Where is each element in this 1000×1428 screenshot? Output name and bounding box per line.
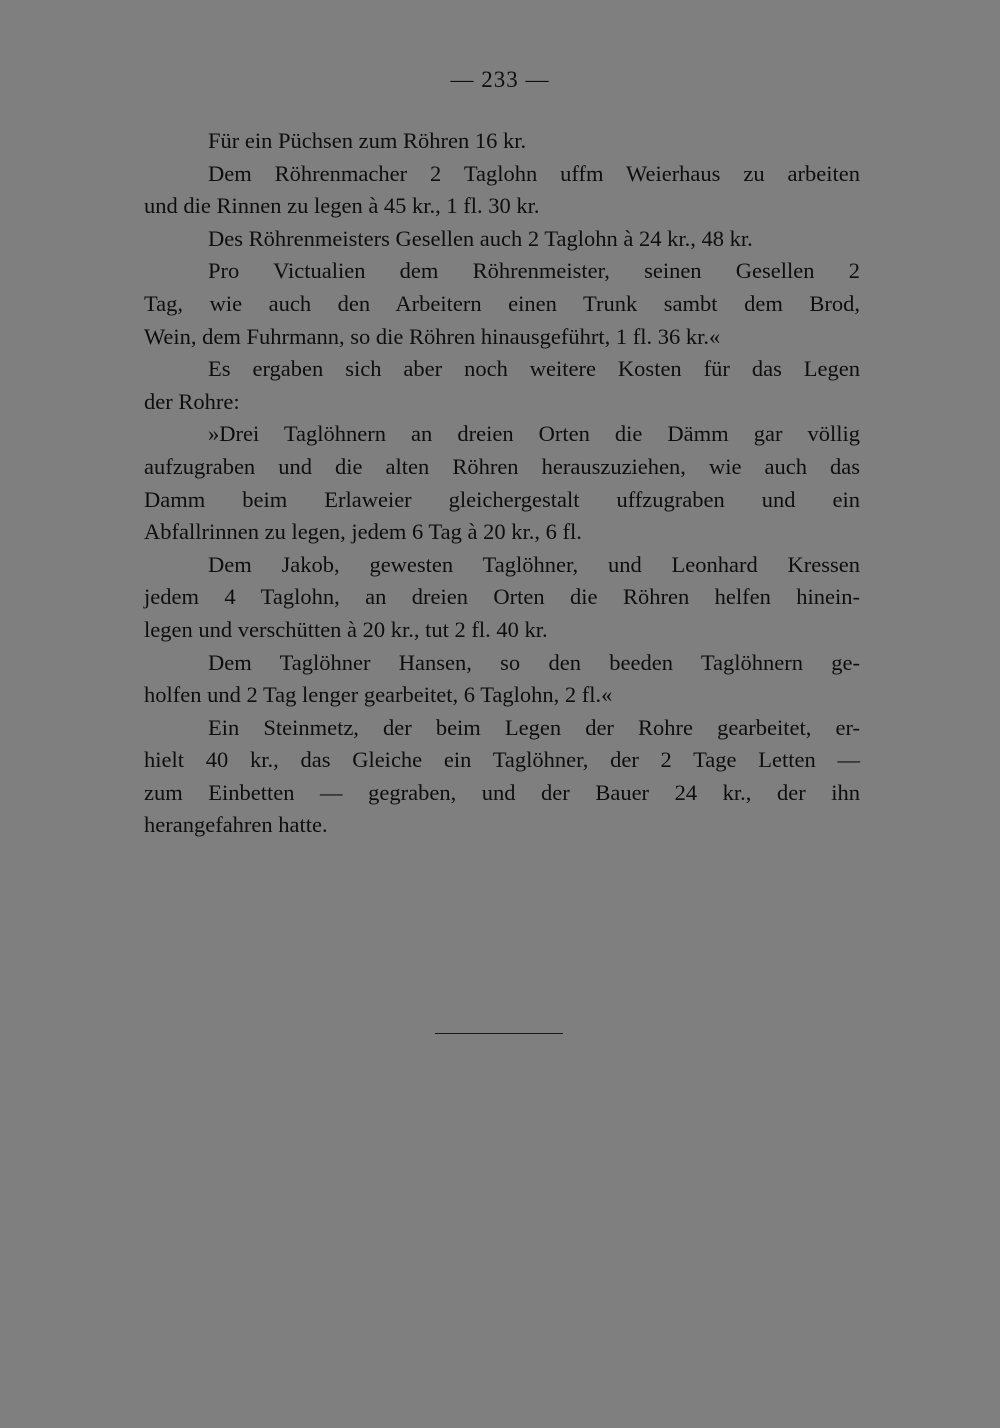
- text-line: Pro Victualien dem Röhrenmeister, seinen Gesellen 2: [208, 258, 860, 284]
- page-number: — 233 —: [450, 67, 550, 92]
- text-line: Dem Taglöhner Hansen, so den beeden Taglöhnern ge-: [208, 649, 860, 675]
- text-line: »Drei Taglöhnern an dreien Orten die Dämm gar völlig: [208, 421, 860, 447]
- text-line: aufzugraben und die alten Röhren herauszuziehen, wie auch das: [144, 453, 860, 479]
- text-line: Für ein Püchsen zum Röhren 16 kr.: [208, 128, 527, 153]
- text-line: Tag, wie auch den Arbeitern einen Trunk sambt dem Brod,: [144, 290, 860, 316]
- text-line: Damm beim Erlaweier gleichergestalt uffzugraben und ein: [144, 486, 860, 512]
- text-line: jedem 4 Taglohn, an dreien Orten die Röhren helfen hinein-: [144, 584, 860, 610]
- text-line: legen und verschütten à 20 kr., tut 2 fl. 40 kr.: [144, 616, 548, 642]
- text-line: und die Rinnen zu legen à 45 kr., 1 fl. 30 kr.: [144, 193, 540, 219]
- end-rule: [435, 1033, 563, 1034]
- text-line: Dem Jakob, gewesten Taglöhner, und Leonhard Kressen: [208, 551, 860, 577]
- text-line: Ein Steinmetz, der beim Legen der Rohre gearbeitet, er-: [208, 714, 860, 740]
- text-line: Dem Röhrenmacher 2 Taglohn uffm Weierhaus zu arbeiten: [208, 160, 860, 186]
- text-line: zum Einbetten — gegraben, und der Bauer 24 kr., der ihn: [144, 779, 860, 805]
- text-line: Es ergaben sich aber noch weitere Kosten für das Legen: [208, 356, 860, 382]
- body-text: [144, 125, 860, 842]
- text-line: Abfallrinnen zu legen, jedem 6 Tag à 20 kr., 6 fl.: [144, 519, 582, 545]
- text-line: Des Röhrenmeisters Gesellen auch 2 Taglohn à 24 kr., 48 kr.: [208, 225, 753, 251]
- text-line: der Rohre:: [144, 388, 240, 414]
- text-line: hielt 40 kr., das Gleiche ein Taglöhner, der 2 Tage Letten —: [144, 747, 860, 773]
- text-line: herangefahren hatte.: [144, 812, 328, 838]
- text-line: holfen und 2 Tag lenger gearbeitet, 6 Taglohn, 2 fl.«: [144, 682, 613, 708]
- text-line: Wein, dem Fuhrmann, so die Röhren hinausgeführt, 1 fl. 36 kr.«: [144, 323, 721, 349]
